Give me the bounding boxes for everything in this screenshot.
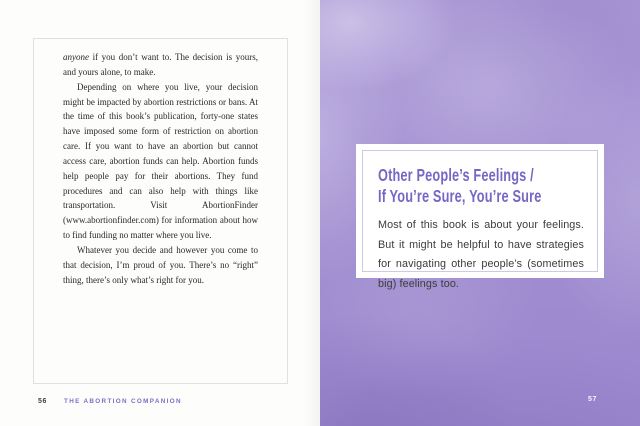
- left-page-body-text: [63, 50, 258, 288]
- section-heading: [378, 165, 584, 207]
- right-page: [320, 0, 640, 426]
- paragraph-continuation: [63, 50, 258, 80]
- heading-line-2: If You’re Sure, You’re Sure: [378, 186, 542, 206]
- card-content: [378, 165, 584, 294]
- section-title-card: [356, 144, 604, 290]
- italic-lead-word: anyone: [63, 52, 89, 62]
- paragraph: Depending on where you live, your decision might be impacted by abortion restrictions or bans. At the time of this book’s publication, forty-one states have imposed some form of restriction on abortion care. If you want to have an abortion but cannot access care, abortion funds can help. Abortion funds help people pay for their abortions. They fund procedures and can also help with things like transportation. Visit AbortionFinder (www.abortionfinder.com) for information about how to find funding no matter where you live.: [63, 81, 258, 241]
- left-page-footer: [38, 398, 182, 410]
- paragraph: Whatever you decide and however you come to that decision, I’m proud of you. There’s no “right” thing, there’s only what’s right for you.: [63, 244, 258, 285]
- heading-line-1: Other People’s Feelings /: [378, 165, 534, 185]
- page-number-left: 56: [38, 398, 47, 405]
- section-intro-text: Most of this book is about your feelings. But it might be helpful to have strategies for navigating other people’s (sometimes big) feelings too.: [378, 219, 584, 290]
- running-footer-title: THE ABORTION COMPANION: [64, 398, 182, 405]
- paragraph-text: if you don’t want to. The decision is yours, and yours alone, to make.: [63, 52, 258, 77]
- page-number-right: 57: [588, 396, 597, 403]
